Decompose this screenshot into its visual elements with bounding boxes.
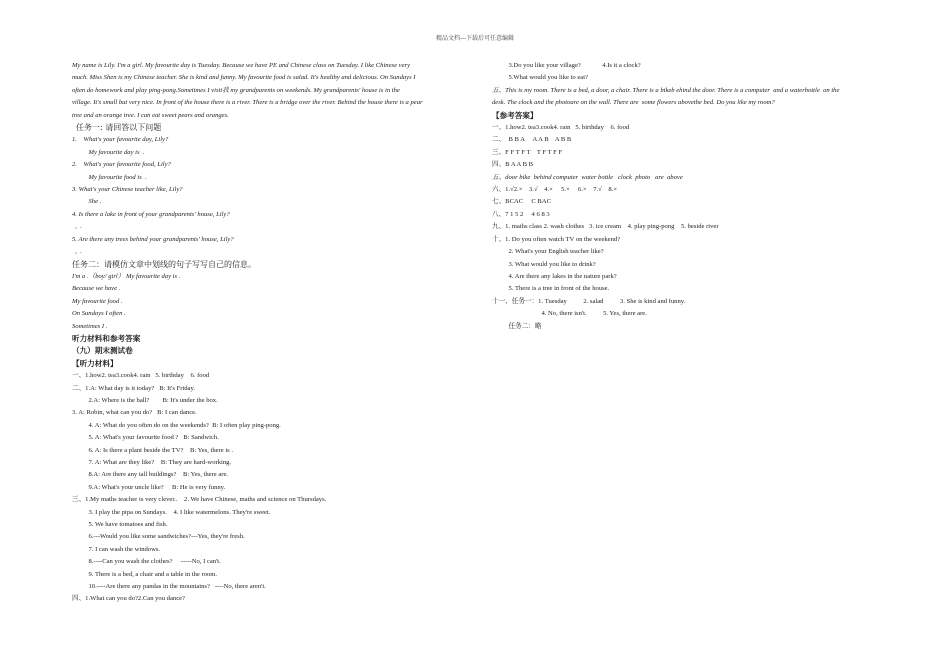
listening-line: 10.----Are there any pandas in the mountains? ----No, there aren't. [72, 583, 266, 591]
left-column [72, 60, 464, 606]
listening-line: 四、1.What can you do?2.Can you dance? [72, 595, 185, 603]
passage-line: village. It's small but very nice. In front of the house there is a river. There is a bridge over the river. Behind the house there is a pear [72, 99, 423, 107]
task2-line: I'm a .（boy/ girl） My favourite day is . [72, 272, 181, 280]
listening-line: 9.A: What's your uncle like? B: He is very funny. [72, 483, 226, 491]
answer-line: 十、1. Do you often watch TV on the weekend? [492, 235, 621, 243]
answer-line: 2. What's your English teacher like? [492, 248, 604, 256]
question-line: , . [72, 223, 82, 231]
answer-line: 九、1. maths class 2. wash clothes 3. ice cream 4. play ping-pong 5. beside river [492, 223, 719, 231]
reading-passage [72, 60, 464, 122]
passage-line: My name is Lily. I'm a girl. My favourite day is Tuesday. Because we have PE and Chinese class on Tuesday. I like Chinese very [72, 62, 410, 69]
question-line: My favourite day is . [72, 148, 145, 156]
question-line: My favourite food is . [72, 173, 147, 181]
listening-line: 7. A: What are they like? B: They are hard-working. [72, 459, 232, 466]
listening-line: 5. A: What's your favourite food ? B: Sandwich. [72, 434, 219, 442]
passage-line: often do homework and play ping-pong.Sometimes I visit我 my grandparents on weekends. My grandparents' house is in the [72, 86, 400, 94]
answer-line: 3. What would you like to drink? [492, 260, 596, 268]
task2-lines [72, 271, 464, 333]
listening-line: 3.Do you like your village? 4.Is it a clock? [492, 62, 641, 69]
question-line: , . [72, 248, 82, 256]
answer-line: 5. There is a tree in front of the house. [492, 285, 610, 293]
answer-line: 三、F F T F T T F T F F [492, 148, 563, 156]
task2-line: My favourite food . [72, 297, 123, 305]
task1-title: 任务一: 请回答以下问题 [76, 123, 162, 133]
question-line: 5. Are there any trees behind your grandparents' house, Lily? [72, 235, 234, 243]
answer-line: 八、7 1 5 2 4 6 8 3 [492, 210, 550, 218]
page-header: 精品文档---下载后可任意编辑 [436, 36, 514, 42]
listening-line: 6. A: Is there a plant beside the TV? B: Yes, there is . [72, 446, 234, 454]
listening-line: 3. I play the pipa on Sundays. 4. I like watermelons. They're sweet. [72, 508, 271, 516]
listening-title: 【听力材料】 [72, 358, 118, 368]
question-line: 2. What's your favourite food, Lily? [72, 161, 171, 169]
listening-line: 7. I can wash the windows. [72, 545, 161, 553]
listening-line: 2.A: Where is the ball? B: It's under the box. [72, 396, 218, 404]
listening-line: 二、1.A: What day is it today? B: It's Friday. [72, 384, 195, 392]
task2-line: Sometimes I . [72, 322, 108, 330]
section-title: 听力材料和参考答案 [72, 333, 141, 343]
listening-line: 8.A: Are there any tall buildings? B: Yes, there are. [72, 471, 229, 479]
question-line: 4. Is there a lake in front of your grandparents' house, Lily? [72, 210, 230, 218]
answers-title: 【参考答案】 [492, 110, 538, 120]
answer-line: 四、B A A B B [492, 161, 534, 169]
listening-line: 6.---Would you like some sandwiches?---Yes, they're fresh. [72, 533, 245, 541]
listening-line-section5: desk. The clock and the photoare on the wall. There are some flowers abovethe bed. Do you like my room? [492, 99, 775, 107]
task2-line: Because we have . [72, 285, 121, 293]
answer-line: 十一、任务一：1. Tuesday 2. salad 3. She is kind and funny. [492, 297, 686, 305]
answer-line: 六、1.√2.× 3.√ 4.× 5.× 6.× 7.√ 8.× [492, 186, 618, 194]
listening-line: 一、1.how2. tea3.cook4. rain 5. birthday 6. food [72, 372, 210, 380]
passage-line: tree and an orange tree. I can eat sweet pears and oranges. [72, 111, 229, 119]
listening-line: 5. We have tomatoes and fish. [72, 521, 168, 529]
answer-line: 任务二：略 [492, 322, 542, 330]
question-line: 3. What's your Chinese teacher like, Lily? [72, 186, 183, 194]
task2-title: 任务二：请模仿文章中划线的句子写写自己的信息。 [72, 259, 256, 269]
task1-questions [72, 134, 464, 258]
listening-line: 9. There is a bed, a chair and a table in the room. [72, 570, 218, 578]
task2-line: On Sundays I often . [72, 310, 126, 318]
listening-line: 3. A: Robin, what can you do? B: I can dance. [72, 409, 197, 417]
passage-line: much. Miss Shen is my Chinese teacher. She is kind and funny. My favourite food is salad. It's healthy and delicious. On Sundays I [72, 74, 416, 82]
listening-line-section5: 五、This is my room. There is a bed, a door, a chair. There is a bikeb ehind the door. There is a computer and a waterbottle on the [492, 86, 840, 94]
exam-title: （九）期末测试卷 [72, 346, 133, 356]
answer-line: 一、1.how2. tea3.cook4. rain 5. birthday 6. food [492, 124, 630, 132]
listening-line: 4. A: What do you often do on the weekends? B: I often play ping-pong. [72, 421, 281, 429]
listening-line: 三、1.My maths teacher is very clever.. 2. We have Chinese, maths and science on Thursdays. [72, 496, 327, 504]
answer-line: 4. No, there isn't. 5. Yes, there are. [492, 310, 647, 318]
right-column [492, 60, 887, 333]
listening-line: 5.What would you like to eat? [492, 74, 588, 82]
answer-line: 五、door bike behind computer water bottle clock photo are above [492, 173, 683, 181]
question-line: She . [72, 198, 102, 206]
listening-material [72, 370, 464, 606]
answer-line: 二、 B B A A A B A B B [492, 136, 572, 144]
question-line: 1. What's your favourite day, Lily? [72, 136, 169, 144]
answer-key [492, 122, 887, 333]
answer-line: 七、BCAC C BAC [492, 198, 551, 206]
answer-line: 4. Are there any lakes in the nature park? [492, 272, 617, 280]
listening-line: 8.----Can you wash the clothes? -----No, I can't. [72, 558, 221, 566]
